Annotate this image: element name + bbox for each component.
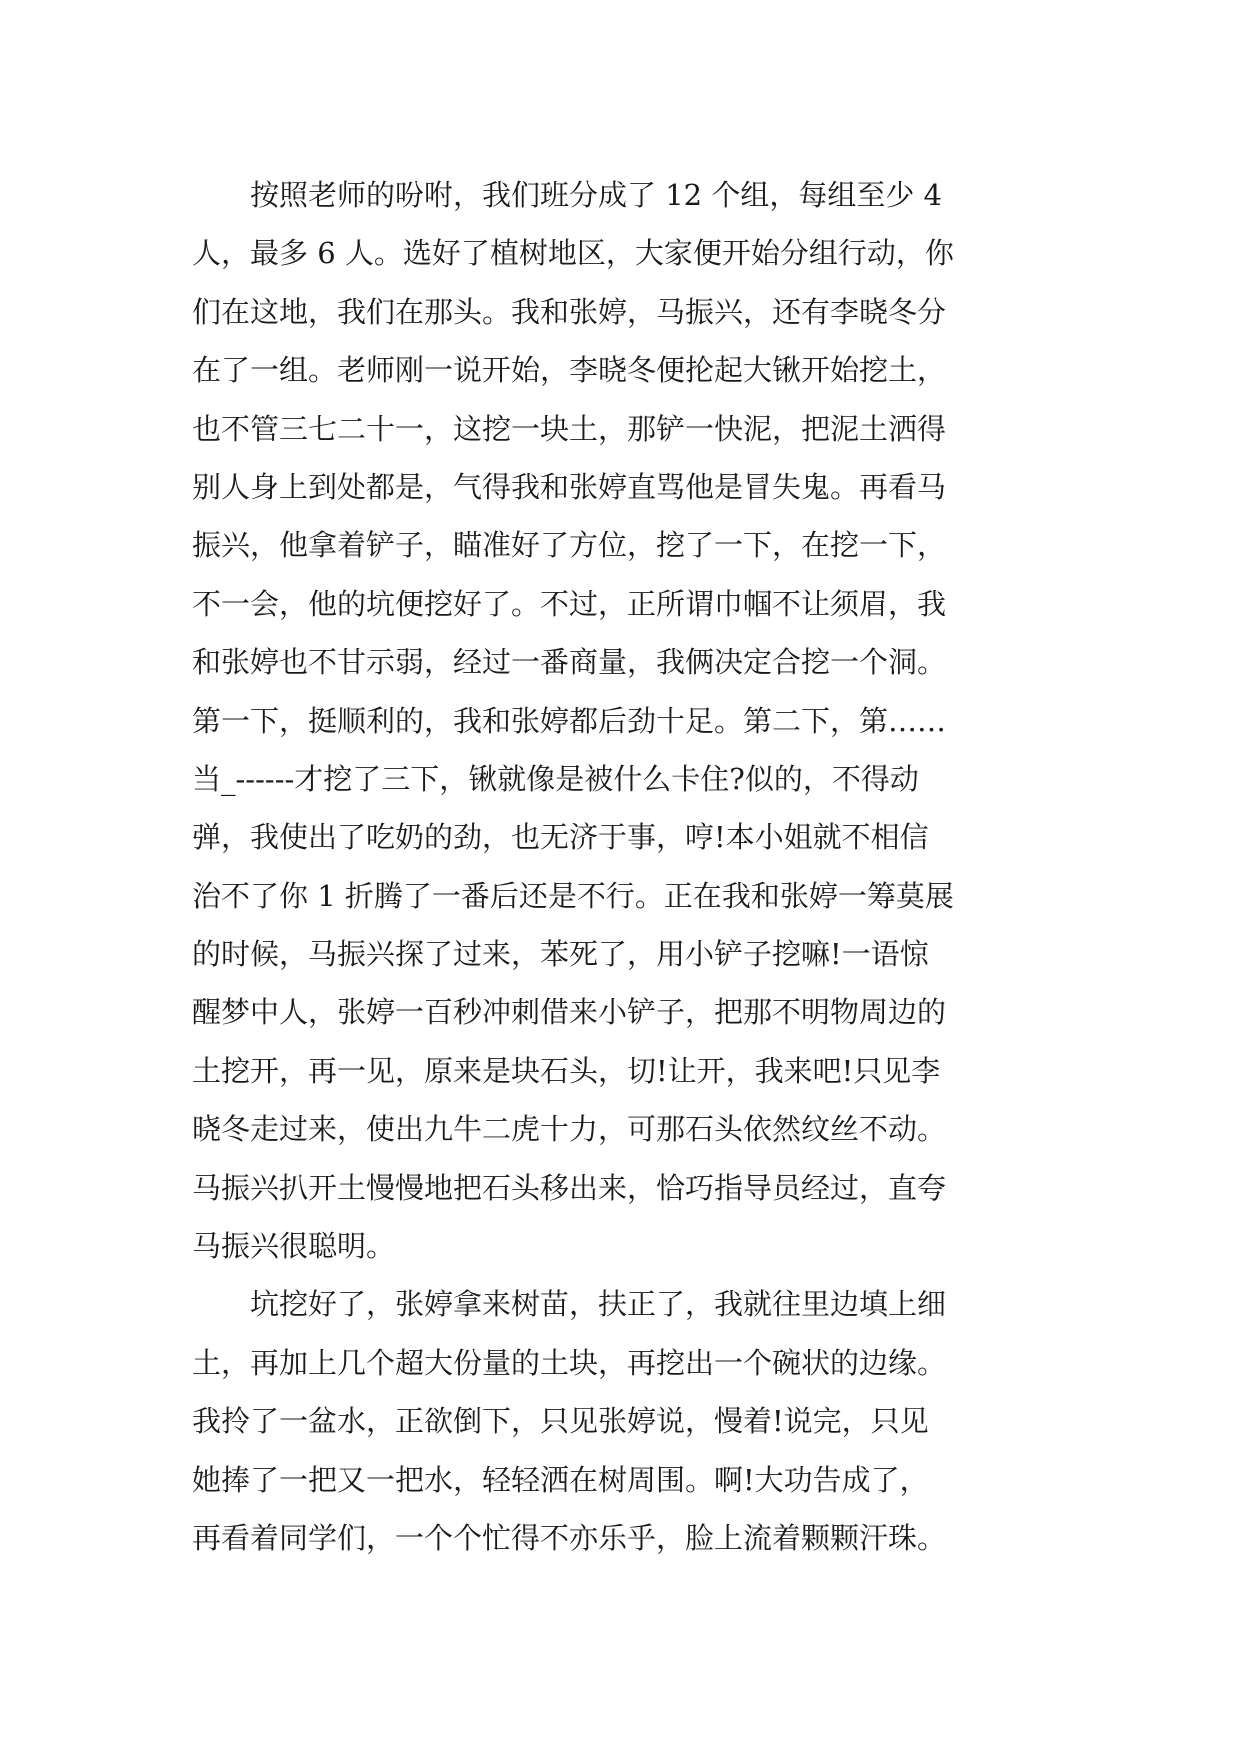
text-line: 弹，我使出了吃奶的劲，也无济于事，哼!本小姐就不相信 [192, 820, 929, 855]
text-line: 和张婷也不甘示弱，经过一番商量，我俩决定合挖一个洞。 [192, 645, 947, 680]
document-body [192, 166, 1062, 1567]
text-line: 的时候，马振兴探了过来，苯死了，用小铲子挖嘛!一语惊 [192, 937, 929, 972]
text-line: 坑挖好了，张婷拿来树苗，扶正了，我就往里边填上细 [250, 1287, 947, 1322]
text-line: 按照老师的吩咐，我们班分成了 12 个组，每组至少 4 [250, 178, 943, 212]
text-line: 不一会，他的坑便挖好了。不过，正所谓巾帼不让须眉，我 [192, 586, 947, 621]
text-line: 她捧了一把又一把水，轻轻洒在树周围。啊!大功告成了， [192, 1462, 929, 1497]
text-line: 晓冬走过来，使出九牛二虎十力，可那石头依然纹丝不动。 [192, 1112, 947, 1147]
text-line: 人，最多 6 人。选好了植树地区，大家便开始分组行动，你 [192, 236, 954, 271]
text-line: 当_------才挖了三下，锹就像是被什么卡住?似的，不得动 [192, 761, 919, 796]
text-line: 们在这地，我们在那头。我和张婷，马振兴，还有李晓冬分 [192, 294, 947, 329]
text-line: 治不了你 1 折腾了一番后还是不行。正在我和张婷一筹莫展 [192, 878, 954, 913]
text-line: 也不管三七二十一，这挖一块土，那铲一快泥，把泥土洒得 [192, 411, 947, 446]
text-line: 别人身上到处都是，气得我和张婷直骂他是冒失鬼。再看马 [192, 469, 947, 504]
text-line: 马振兴很聪明。 [192, 1229, 396, 1264]
text-line: 在了一组。老师刚一说开始，李晓冬便抡起大锹开始挖土， [192, 353, 947, 388]
text-line: 土，再加上几个超大份量的土块，再挖出一个碗状的边缘。 [192, 1345, 947, 1380]
paragraph-1 [192, 166, 1062, 1275]
text-line: 马振兴扒开土慢慢地把石头移出来，恰巧指导员经过，直夸 [192, 1170, 947, 1205]
text-line: 再看着同学们，一个个忙得不亦乐乎，脸上流着颗颗汗珠。 [192, 1520, 947, 1555]
text-line: 第一下，挺顺利的，我和张婷都后劲十足。第二下，第…… [192, 703, 947, 738]
text-line: 我拎了一盆水，正欲倒下，只见张婷说，慢着!说完，只见 [192, 1404, 929, 1439]
text-line: 醒梦中人，张婷一百秒冲刺借来小铲子，把那不明物周边的 [192, 995, 947, 1030]
text-line: 振兴，他拿着铲子，瞄准好了方位，挖了一下，在挖一下， [192, 528, 947, 563]
text-line: 土挖开，再一见，原来是块石头，切!让开，我来吧!只见李 [192, 1053, 941, 1088]
paragraph-2 [192, 1275, 1062, 1567]
